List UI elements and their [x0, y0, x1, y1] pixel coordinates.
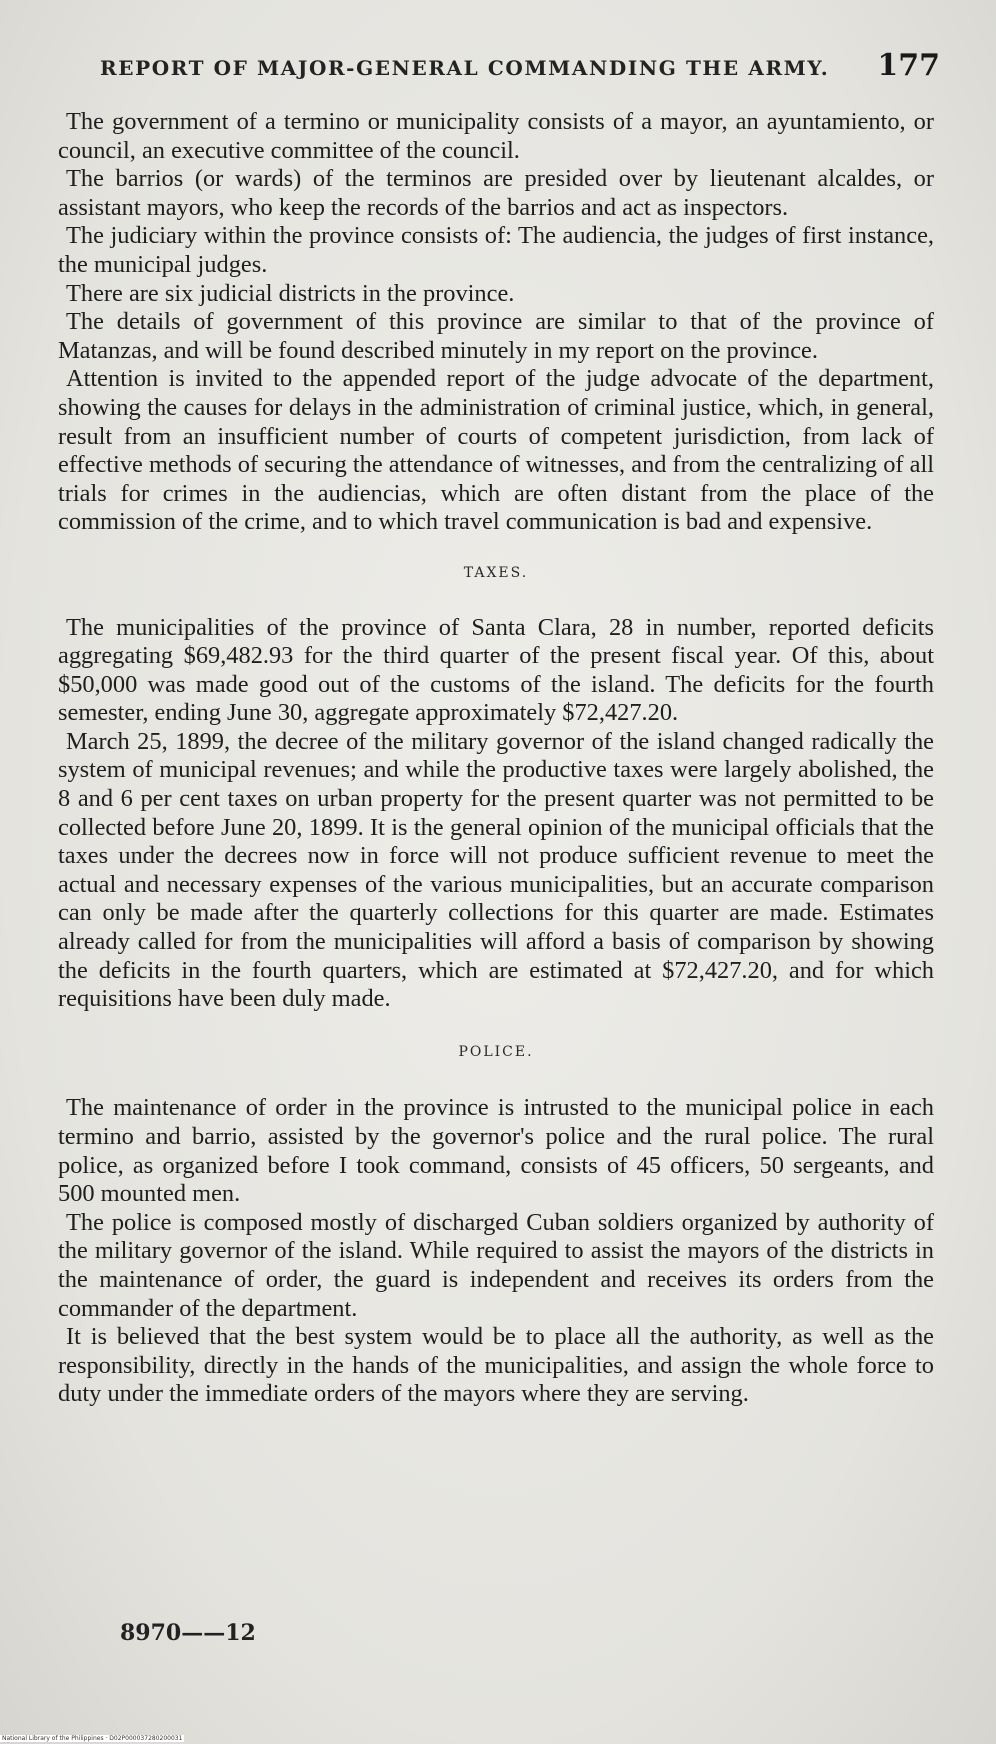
running-title: REPORT OF MAJOR-GENERAL COMMANDING THE ARMY.	[100, 56, 830, 80]
page-header	[100, 46, 940, 86]
body-text	[58, 108, 934, 1409]
footer-credit: National Library of the Philippines · D02P000037280200031	[2, 1735, 183, 1742]
paragraph-taxes-decree: March 25, 1899, the decree of the military governor of the island changed radically the system of municipal revenues; and while the productive taxes were largely abolished, the 8 and 6 per cent taxes on urban property for the present quarter was not permitted to be collected before June 20, 1899. It is the general opinion of the municipal officials that the taxes under the decrees now in force will not produce sufficient revenue to meet the actual and necessary expenses of the various municipalities, but an accurate comparison can only be made after the quarterly collections for this quarter are made. Estimates already called for from the municipalities will afford a basis of comparison by showing the deficits in the fourth quarters, which are estimated at $72,427.20, and for which requisitions have been duly made.	[58, 727, 934, 1013]
section-heading-taxes: TAXES.	[463, 564, 529, 581]
paragraph-judge-advocate: Attention is invited to the appended report of the judge advocate of the department, showing the causes for delays in the administration of criminal justice, which, in general, result from an insufficient number of courts of competent jurisdiction, from lack of effective methods of securing the attendance of witnesses, and from the centralizing of all trials for crimes in the audiencias, which are often distant from the place of the commission of the crime, and to which travel communication is bad and expensive.	[58, 365, 934, 536]
paragraph-police-composition: The police is composed mostly of discharged Cuban soldiers organized by authority of the military governor of the island. While required to assist the mayors of the districts in the maintenance of order, the guard is independent and receives its orders from the commander of the department.	[58, 1208, 934, 1322]
paragraph-details-government: The details of government of this province are similar to that of the province of Matanzas, and will be found described minutely in my report on the province.	[58, 308, 934, 364]
paragraph-judicial-districts: There are six judicial districts in the province.	[66, 279, 515, 307]
paragraph-judiciary: The judiciary within the province consists of: The audiencia, the judges of first instance, the municipal judges.	[58, 222, 934, 278]
paragraph-barrios: The barrios (or wards) of the terminos are presided over by lieutenant alcaldes, or assistant mayors, who keep the records of the barrios and act as inspectors.	[58, 165, 934, 221]
paragraph-government: The government of a termino or municipality consists of a mayor, an ayuntamiento, or council, an executive committee of the council.	[58, 108, 934, 164]
section-heading-police: POLICE.	[458, 1043, 534, 1060]
paragraph-taxes-deficits: The municipalities of the province of Santa Clara, 28 in number, reported deficits aggregating $69,482.93 for the third quarter of the present fiscal year. Of this, about $50,000 was made good out of the customs of the island. The deficits for the fourth semester, ending June 30, aggregate approximately $72,427.20.	[58, 613, 934, 727]
paragraph-police-maintenance: The maintenance of order in the province is intrusted to the municipal police in each termino and barrio, assisted by the governor's police and the rural police. The rural police, as organized before I took command, consists of 45 officers, 50 sergeants, and 500 mounted men.	[58, 1094, 934, 1208]
signature-mark: 8970——12	[120, 1620, 256, 1646]
paragraph-police-recommendation: It is believed that the best system would be to place all the authority, as well as the responsibility, directly in the hands of the municipalities, and assign the whole force to duty under the immediate orders of the mayors where they are serving.	[58, 1323, 934, 1408]
page-number: 177	[877, 48, 940, 83]
